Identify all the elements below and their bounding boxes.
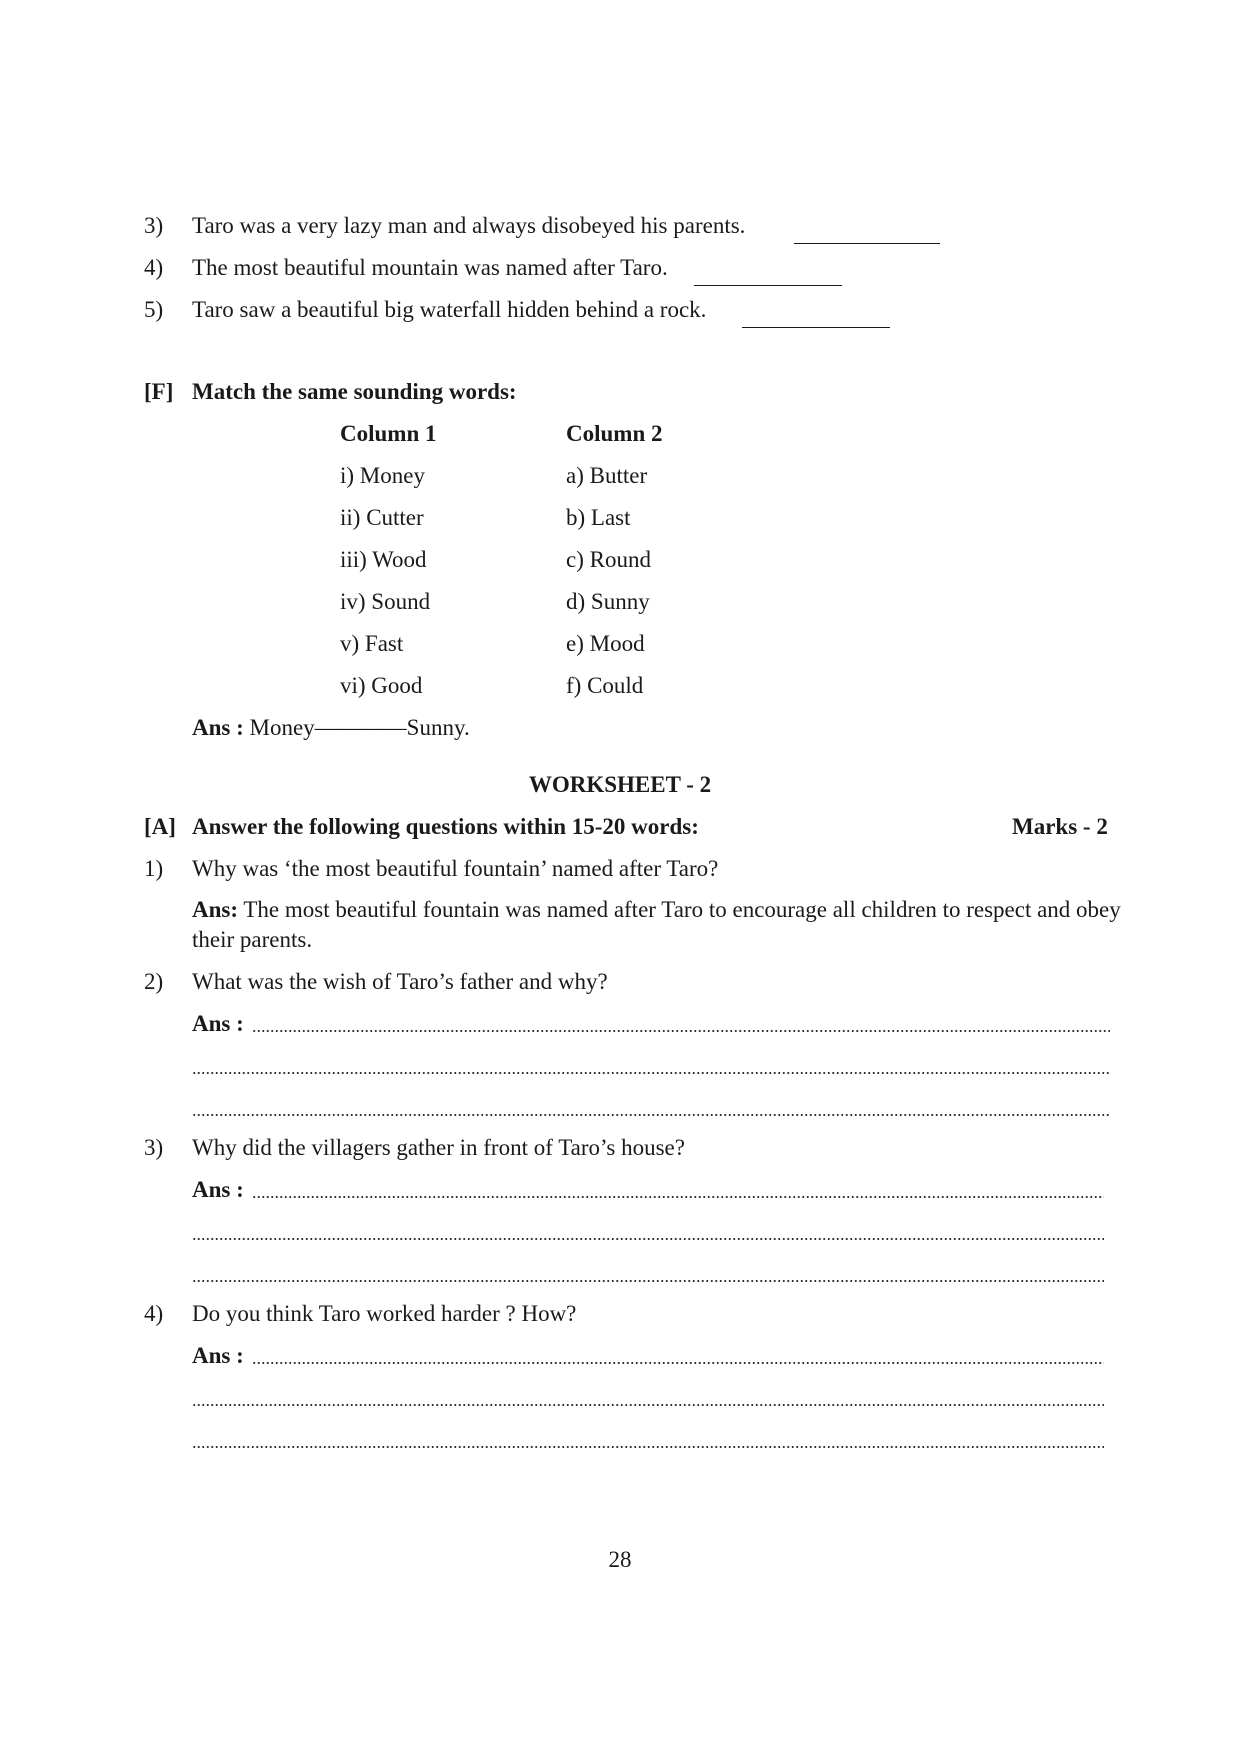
answer-label: Ans: bbox=[192, 897, 239, 922]
item-number: 3) bbox=[144, 213, 164, 238]
section-f-title: Match the same sounding words: bbox=[192, 379, 517, 404]
answer-dotted-line[interactable] bbox=[192, 1445, 1104, 1449]
answer-dotted-line[interactable] bbox=[252, 1195, 1104, 1199]
answer-dotted-line[interactable] bbox=[192, 1237, 1104, 1241]
answer-dotted-line[interactable] bbox=[192, 1279, 1104, 1283]
answer-label: Ans : bbox=[192, 715, 244, 740]
statement-text: Taro was a very lazy man and always disobeyed his parents. bbox=[192, 213, 746, 238]
column-1-item: iii) Wood bbox=[340, 547, 427, 572]
answer-dotted-line[interactable] bbox=[252, 1361, 1104, 1365]
column-1-header: Column 1 bbox=[340, 421, 437, 446]
page-number: 28 bbox=[608, 1547, 632, 1572]
answer-label: Ans : bbox=[192, 1011, 244, 1036]
column-2-item: e) Mood bbox=[566, 631, 645, 656]
column-2-header: Column 2 bbox=[566, 421, 663, 446]
marks-label: Marks - 2 bbox=[1012, 814, 1108, 839]
answer-label: Ans : bbox=[192, 1343, 244, 1368]
column-1-item: v) Fast bbox=[340, 631, 404, 656]
answer-text: The most beautiful fountain was named after Taro to encourage all children to respect and obey bbox=[243, 897, 1121, 922]
item-number: 5) bbox=[144, 297, 164, 322]
answer-text-continued: their parents. bbox=[192, 927, 313, 952]
column-1-item: iv) Sound bbox=[340, 589, 431, 614]
answer-blank[interactable] bbox=[794, 242, 940, 244]
question-text: Why did the villagers gather in front of Taro’s house? bbox=[192, 1135, 685, 1160]
column-2-item: a) Butter bbox=[566, 463, 648, 488]
question-number: 2) bbox=[144, 969, 164, 994]
answer-dotted-line[interactable] bbox=[192, 1403, 1104, 1407]
answer-blank[interactable] bbox=[694, 284, 842, 286]
column-1-item: vi) Good bbox=[340, 673, 423, 698]
section-a-label: [A] bbox=[144, 814, 176, 839]
statement-text: Taro saw a beautiful big waterfall hidden behind a rock. bbox=[192, 297, 707, 322]
item-number: 4) bbox=[144, 255, 164, 280]
answer-dotted-line[interactable] bbox=[192, 1071, 1110, 1075]
answer-dotted-line[interactable] bbox=[252, 1029, 1110, 1033]
worksheet-title: WORKSHEET - 2 bbox=[528, 772, 712, 797]
question-number: 3) bbox=[144, 1135, 164, 1160]
question-text: What was the wish of Taro’s father and why? bbox=[192, 969, 608, 994]
answer-1 bbox=[192, 897, 1121, 923]
answer-label: Ans : bbox=[192, 1177, 244, 1202]
question-number: 1) bbox=[144, 856, 164, 881]
column-2-item: f) Could bbox=[566, 673, 644, 698]
column-2-item: b) Last bbox=[566, 505, 631, 530]
answer-blank[interactable] bbox=[742, 326, 890, 328]
section-a-title: Answer the following questions within 15-20 words: bbox=[192, 814, 699, 839]
section-f-answer bbox=[192, 715, 470, 741]
question-text: Do you think Taro worked harder ? How? bbox=[192, 1301, 577, 1326]
answer-text: Money————Sunny. bbox=[249, 715, 470, 740]
question-text: Why was ‘the most beautiful fountain’ named after Taro? bbox=[192, 856, 719, 881]
column-2-item: c) Round bbox=[566, 547, 651, 572]
statement-text: The most beautiful mountain was named after Taro. bbox=[192, 255, 668, 280]
column-1-item: ii) Cutter bbox=[340, 505, 424, 530]
section-f-label: [F] bbox=[144, 379, 174, 404]
column-1-item: i) Money bbox=[340, 463, 425, 488]
question-number: 4) bbox=[144, 1301, 164, 1326]
column-2-item: d) Sunny bbox=[566, 589, 650, 614]
answer-dotted-line[interactable] bbox=[192, 1113, 1110, 1117]
